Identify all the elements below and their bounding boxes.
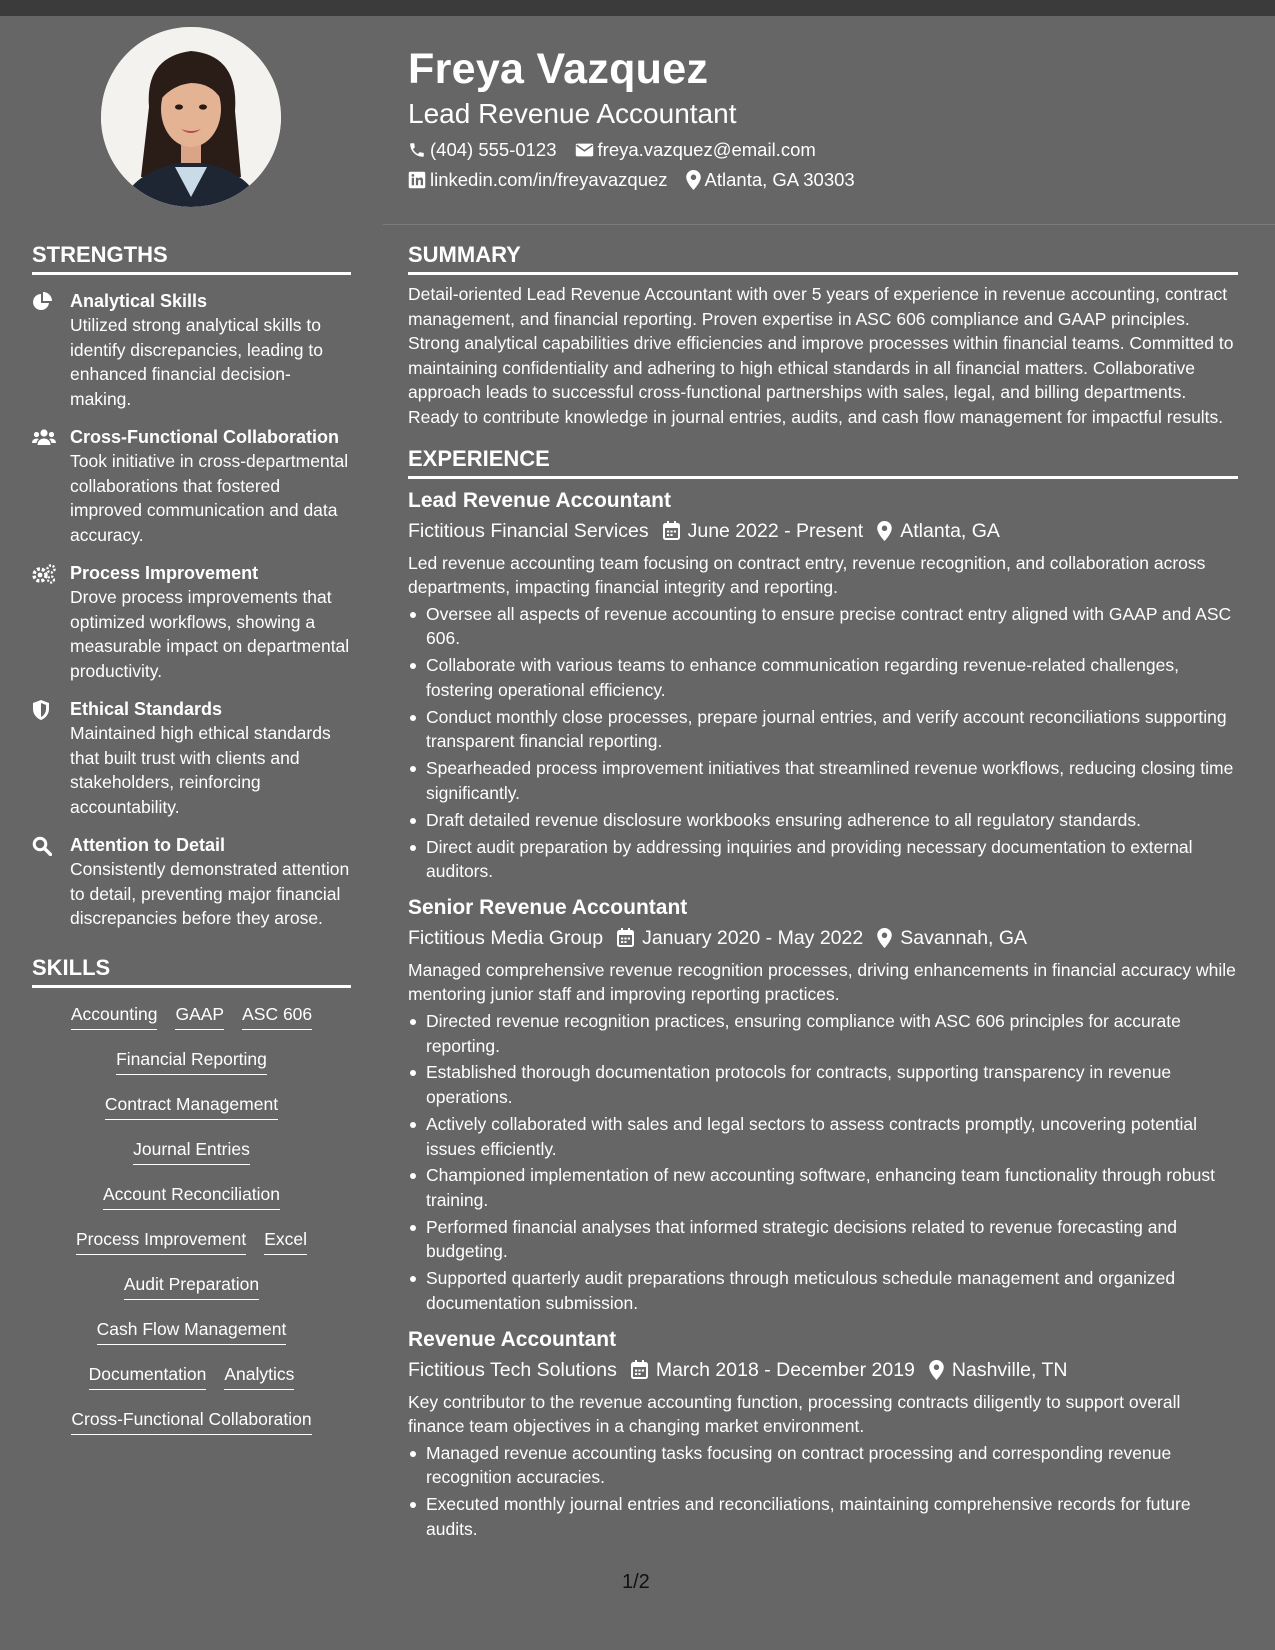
- skill-row: [32, 1092, 351, 1137]
- job-location-wrap: [929, 1356, 1068, 1384]
- job-bullet: Executed monthly journal entries and reconciliations, maintaining comprehensive records for future audits.: [408, 1492, 1238, 1541]
- job-title: Senior Revenue Accountant: [408, 895, 688, 919]
- job-bullets: [408, 1009, 1238, 1316]
- header-divider: [383, 224, 1275, 225]
- skill-tag: Documentation: [89, 1362, 207, 1390]
- contact-linkedin: [408, 168, 668, 192]
- job-title: Revenue Accountant: [408, 1327, 617, 1351]
- strength-icon-wrap: [32, 833, 70, 931]
- strength-desc: Took initiative in cross-departmental collaborations that fostered improved communication and data accuracy.: [70, 451, 349, 545]
- calendar-icon: [663, 521, 680, 540]
- skill-row: [32, 1227, 351, 1272]
- experience-heading: EXPERIENCE: [408, 444, 1238, 479]
- shield-icon: [32, 700, 50, 720]
- job-bullet: Directed revenue recognition practices, ensuring compliance with ASC 606 principles for accurate reporting.: [408, 1009, 1238, 1058]
- strength-desc: Drove process improvements that optimized workflows, showing a measurable impact on departmental productivity.: [70, 587, 350, 681]
- main-content: [408, 240, 1238, 1544]
- profile-photo: [101, 27, 281, 207]
- calendar-icon: [617, 928, 634, 947]
- linkedin-icon: [408, 171, 426, 189]
- job-bullet: Draft detailed revenue disclosure workbooks ensuring adherence to all regulatory standards.: [408, 808, 1238, 833]
- strength-item: [32, 697, 351, 819]
- resume-header: [408, 40, 1238, 192]
- skill-row: [32, 1182, 351, 1227]
- strength-title: Attention to Detail: [70, 835, 225, 855]
- job-bullet: Spearheaded process improvement initiatives that streamlined revenue workflows, reducing closing time significantly.: [408, 756, 1238, 805]
- job-meta: [408, 1356, 1238, 1384]
- job-location: Nashville, TN: [951, 1358, 1068, 1381]
- job-location-wrap: [877, 517, 1000, 545]
- skill-tag: Excel: [264, 1227, 307, 1255]
- skills-list: [32, 1002, 351, 1452]
- envelope-icon: [575, 142, 594, 158]
- job-entry: [408, 487, 1238, 884]
- job-dates-wrap: [617, 924, 863, 952]
- map-pin-icon: [686, 170, 701, 190]
- job-bullet: Actively collaborated with sales and legal sectors to assess contracts promptly, uncovering potential issues efficiently.: [408, 1112, 1238, 1161]
- gears-icon: [32, 564, 56, 584]
- skills-heading: SKILLS: [32, 953, 351, 988]
- map-pin-icon: [877, 521, 892, 541]
- skill-tag: Accounting: [71, 1002, 158, 1030]
- job-meta: [408, 517, 1238, 545]
- summary-text: Detail-oriented Lead Revenue Accountant with over 5 years of experience in revenue accounting, contract management, and financial reporting. Proven expertise in ASC 606 compliance and GAAP principles. Strong analytical capabilities drive efficiencies and improve processes within financial teams. Committed to maintaining confidentiality and adhering to high ethical standards in all financial matters. Collaborative approach leads to successful cross-functional partnerships with sales, legal, and billing departments. Ready to contribute knowledge in journal entries, audits, and cash flow management for impactful results.: [408, 284, 1234, 427]
- job-bullet: Collaborate with various teams to enhance communication regarding revenue-related challenges, fostering operational efficiency.: [408, 653, 1238, 702]
- job-location-wrap: [877, 924, 1027, 952]
- strength-title: Process Improvement: [70, 563, 259, 583]
- job-dates: June 2022 - Present: [687, 519, 864, 542]
- skill-tag: Journal Entries: [133, 1137, 250, 1165]
- top-bar: [0, 0, 1275, 16]
- job-bullet: Conduct monthly close processes, prepare journal entries, and verify account reconciliations supporting transparent financial reporting.: [408, 705, 1238, 754]
- job-dates: January 2020 - May 2022: [642, 926, 864, 949]
- strengths-heading: STRENGTHS: [32, 240, 351, 275]
- job-dates: March 2018 - December 2019: [655, 1358, 915, 1381]
- contact-location: [686, 168, 855, 192]
- contact-row-2: [408, 168, 1238, 192]
- contact-email: [575, 138, 816, 162]
- skill-tag: Process Improvement: [76, 1227, 246, 1255]
- page-number: 1/2: [622, 1571, 650, 1593]
- skill-row: [32, 1047, 351, 1092]
- job-title: Lead Revenue Accountant: [408, 488, 671, 512]
- users-icon: [32, 428, 56, 446]
- summary-heading: SUMMARY: [408, 240, 1238, 275]
- strength-icon-wrap: [32, 425, 70, 547]
- strength-icon-wrap: [32, 697, 70, 819]
- job-company: Fictitious Tech Solutions: [408, 1358, 617, 1381]
- strength-body: [70, 289, 351, 411]
- skill-row: [32, 1407, 351, 1452]
- job-description: Key contributor to the revenue accounting function, processing contracts diligently to support overall finance team objectives in a changing market environment.: [408, 1391, 1181, 1437]
- strength-icon-wrap: [32, 289, 70, 411]
- strength-icon-wrap: [32, 561, 70, 683]
- job-bullet: Direct audit preparation by addressing inquiries and providing necessary documentation to external auditors.: [408, 835, 1238, 884]
- strength-body: [70, 425, 351, 547]
- strength-body: [70, 697, 351, 819]
- job-description: Led revenue accounting team focusing on contract entry, revenue recognition, and collaboration across departments, impacting financial integrity and reporting.: [408, 552, 1206, 598]
- skill-row: [32, 1002, 351, 1047]
- pie-chart-icon: [32, 292, 52, 312]
- job-bullet: Oversee all aspects of revenue accounting to ensure precise contract entry aligned with GAAP and ASC 606.: [408, 602, 1238, 651]
- email-link[interactable]: freya.vazquez@email.com: [597, 139, 816, 160]
- job-bullet: Managed revenue accounting tasks focusing on contract processing and corresponding revenue recognition accuracies.: [408, 1441, 1238, 1490]
- job-bullet: Championed implementation of new accounting software, enhancing team functionality through robust training.: [408, 1163, 1238, 1212]
- strength-item: [32, 289, 351, 411]
- linkedin-link[interactable]: linkedin.com/in/freyavazquez: [430, 169, 668, 190]
- skill-row: [32, 1317, 351, 1362]
- strength-title: Analytical Skills: [70, 291, 208, 311]
- strength-desc: Maintained high ethical standards that built trust with clients and stakeholders, reinforcing accountability.: [70, 723, 331, 817]
- search-icon: [32, 836, 52, 856]
- skill-tag: Contract Management: [105, 1092, 278, 1120]
- job-dates-wrap: [663, 517, 864, 545]
- skill-tag: Audit Preparation: [124, 1272, 259, 1300]
- contact-phone: [408, 138, 557, 162]
- job-description: Managed comprehensive revenue recognition processes, driving enhancements in financial accuracy while mentoring junior staff and improving reporting practices.: [408, 959, 1236, 1005]
- skill-tag: Account Reconciliation: [103, 1182, 280, 1210]
- skill-tag: ASC 606: [242, 1002, 312, 1030]
- profile-photo-illustration: [101, 27, 281, 207]
- job-bullet: Performed financial analyses that informed strategic decisions related to revenue forecasting and budgeting.: [408, 1215, 1238, 1264]
- strength-item: [32, 425, 351, 547]
- strength-title: Ethical Standards: [70, 699, 223, 719]
- job-bullet: Established thorough documentation protocols for contracts, supporting transparency in revenue operations.: [408, 1060, 1238, 1109]
- job-entry: [408, 894, 1238, 1316]
- contact-row-1: [408, 138, 1238, 162]
- strength-title: Cross-Functional Collaboration: [70, 427, 340, 447]
- map-pin-icon: [929, 1360, 944, 1380]
- phone-icon: [408, 141, 426, 159]
- map-pin-icon: [877, 928, 892, 948]
- skill-tag: Cross-Functional Collaboration: [71, 1407, 311, 1435]
- candidate-title: Lead Revenue Accountant: [408, 98, 737, 129]
- strength-body: [70, 833, 351, 931]
- job-bullets: [408, 1441, 1238, 1542]
- skill-tag: GAAP: [175, 1002, 224, 1030]
- strength-desc: Consistently demonstrated attention to detail, preventing major financial discrepancies before they arose.: [70, 859, 350, 928]
- sidebar: [32, 240, 351, 1452]
- strength-body: [70, 561, 351, 683]
- job-bullets: [408, 602, 1238, 884]
- skill-row: [32, 1362, 351, 1407]
- phone-text[interactable]: (404) 555-0123: [430, 139, 557, 160]
- calendar-icon: [631, 1360, 648, 1379]
- candidate-name: Freya Vazquez: [408, 45, 709, 93]
- job-entry: [408, 1326, 1238, 1542]
- skill-tag: Analytics: [224, 1362, 294, 1390]
- job-company: Fictitious Financial Services: [408, 519, 649, 542]
- skill-tag: Financial Reporting: [116, 1047, 267, 1075]
- job-location: Savannah, GA: [900, 926, 1028, 949]
- skill-tag: Cash Flow Management: [97, 1317, 287, 1345]
- job-bullet: Supported quarterly audit preparations through meticulous schedule management and organized documentation submission.: [408, 1266, 1238, 1315]
- skill-row: [32, 1137, 351, 1182]
- strength-item: [32, 833, 351, 931]
- job-dates-wrap: [631, 1356, 915, 1384]
- job-company: Fictitious Media Group: [408, 926, 604, 949]
- location-text: Atlanta, GA 30303: [704, 169, 855, 190]
- job-location: Atlanta, GA: [900, 519, 1000, 542]
- strength-desc: Utilized strong analytical skills to identify discrepancies, leading to enhanced financial decision-making.: [70, 315, 323, 409]
- skill-row: [32, 1272, 351, 1317]
- strength-item: [32, 561, 351, 683]
- job-meta: [408, 924, 1238, 952]
